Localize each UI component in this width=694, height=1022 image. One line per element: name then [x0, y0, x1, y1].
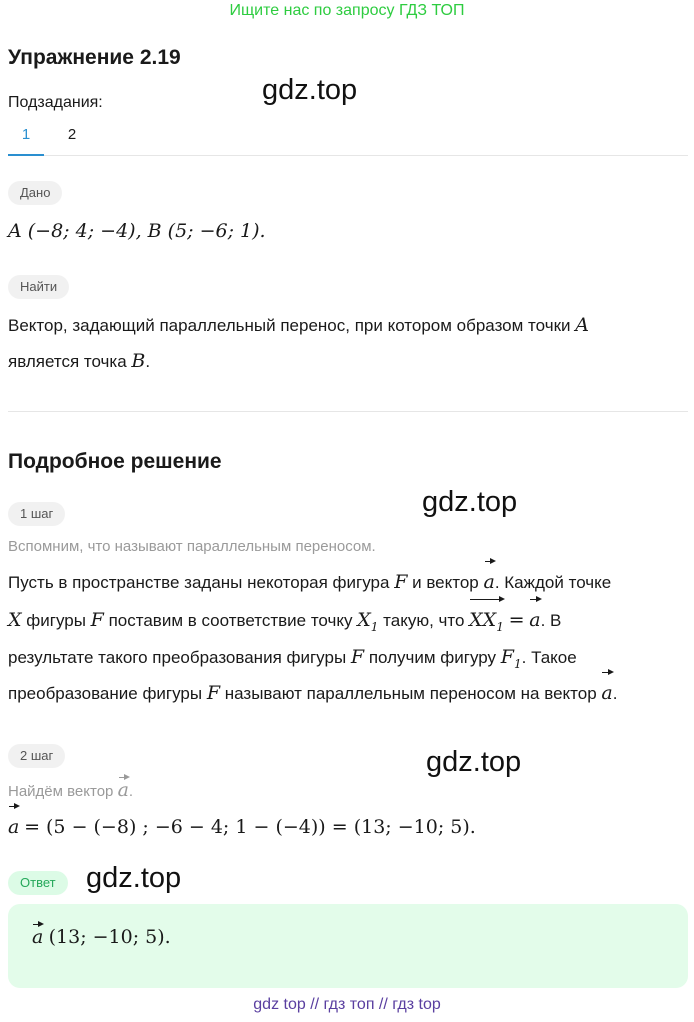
step-2-note [8, 779, 133, 801]
vector-a: a [601, 674, 612, 712]
step-1-line-1 [8, 563, 611, 602]
step-2-pill: 2 шаг [8, 744, 65, 768]
step-1-line-4 [8, 674, 617, 713]
step-1-pill: 1 шаг [8, 502, 65, 526]
find-line-2-end: . [145, 352, 151, 371]
subtask-tabs [8, 124, 688, 156]
subtasks-label: Подзадания: [8, 94, 103, 111]
given-pill: Дано [8, 181, 62, 205]
watermark-3: gdz.top [426, 746, 522, 778]
s1-l4-a: преобразование фигуры [8, 684, 203, 703]
tab-subtask-2[interactable]: 2 [67, 126, 77, 143]
s1-l1-a: Пусть в пространстве заданы некоторая фигура [8, 573, 390, 592]
s1-l3-b: получим фигуру [368, 648, 497, 667]
point-x1-letter: X [357, 609, 371, 631]
point-x: X [8, 609, 22, 631]
s1-l3-a: результате такого преобразования фигуры [8, 648, 347, 667]
point-x1-sub: 1 [370, 619, 379, 634]
point-x1 [357, 609, 379, 634]
solution-title: Подробное решение [8, 450, 222, 473]
find-line-2-text: является точка [8, 352, 127, 371]
s1-l3-c: . Такое [521, 648, 577, 667]
s1-l2-a: фигуры [26, 611, 86, 630]
s1-l1-c: . Каждой точке [494, 573, 612, 592]
vector-a: a [117, 779, 129, 801]
figure-f: F [206, 682, 221, 704]
tab-subtask-1[interactable]: 1 [8, 124, 44, 156]
find-line-1-text: Вектор, задающий параллельный перенос, при котором образом точки [8, 316, 571, 335]
s1-l2-b: поставим в соответствие точку [108, 611, 353, 630]
equals-sign: = [508, 609, 525, 631]
watermark-1: gdz.top [262, 74, 358, 106]
step-1-note: Вспомним, что называют параллельным переносом. [8, 538, 376, 555]
watermark-2: gdz.top [422, 486, 518, 518]
page-title: Упражнение 2.19 [8, 46, 181, 69]
given-points: A (−8; 4; −4), B (5; −6; 1). [8, 220, 266, 242]
answer-box [8, 904, 688, 988]
step-2-formula [8, 808, 476, 847]
s1-l1-b: и вектор [412, 573, 479, 592]
s1-l4-c: . [612, 684, 618, 703]
vector-a: a [484, 563, 495, 601]
divider [8, 411, 688, 412]
point-b: B [131, 350, 146, 372]
vector-a: a [32, 926, 44, 948]
find-line-1 [8, 306, 589, 345]
s1-l2-d: . В [540, 611, 562, 630]
answer-coords: (13; −10; 5). [48, 926, 171, 948]
s2-note-a: Найдём вектор [8, 783, 114, 800]
s2-note-b: . [128, 783, 134, 800]
watermark-4: gdz.top [86, 862, 182, 894]
answer-value [32, 926, 171, 949]
figure-f1 [500, 646, 522, 671]
footer-links[interactable]: gdz top // гдз топ // гдз top [253, 996, 441, 1013]
vector-a: a [529, 601, 540, 639]
figure-f1-letter: F [500, 646, 514, 668]
figure-f: F [394, 571, 408, 593]
top-banner: Ищите нас по запросу ГДЗ ТОП [229, 2, 465, 19]
s1-l2-c: такую, что [383, 611, 465, 630]
point-a: A [575, 314, 589, 336]
vector-xx1-sub: 1 [496, 619, 504, 634]
s1-l4-b: называют параллельным переносом на вектор [224, 684, 597, 703]
find-line-2 [8, 342, 150, 381]
figure-f: F [350, 646, 365, 668]
figure-f1-sub: 1 [513, 656, 522, 671]
figure-f: F [90, 609, 104, 631]
formula-rest: = (5 − (−8) ; −6 − 4; 1 − (−4)) = (13; −10; 5). [24, 816, 476, 838]
find-pill: Найти [8, 275, 69, 299]
answer-pill: Ответ [8, 871, 68, 895]
vector-a: a [8, 808, 19, 846]
vector-xx1-letters: XX [469, 609, 497, 631]
